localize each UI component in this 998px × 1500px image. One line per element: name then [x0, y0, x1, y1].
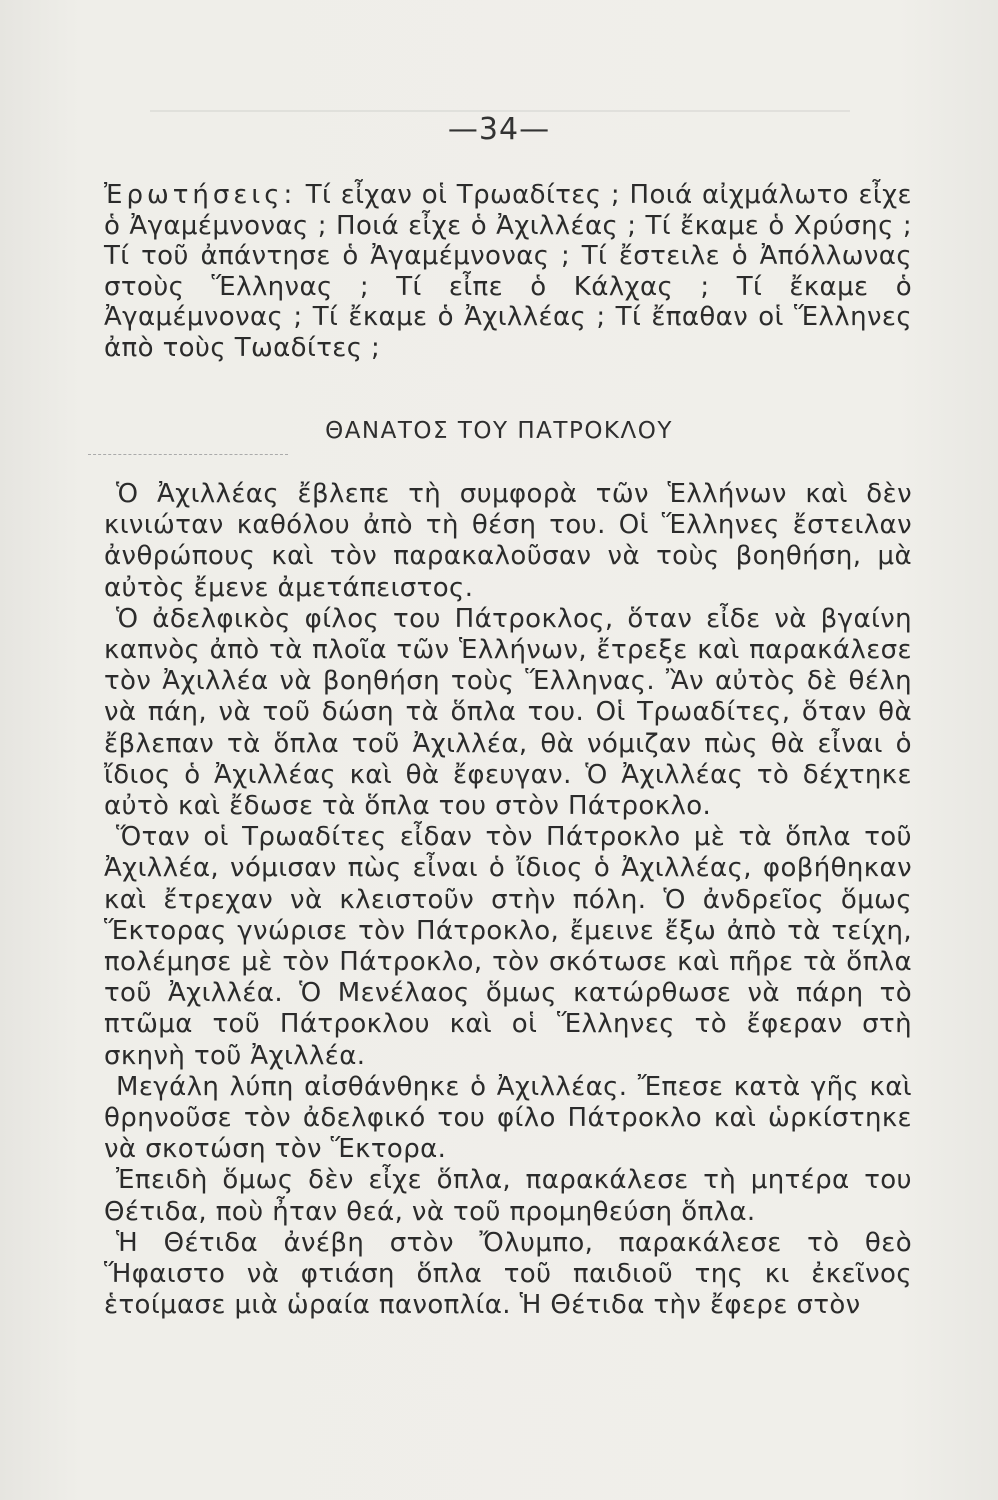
paragraph: Ὁ ἀδελφικὸς φίλος του Πάτροκλος, ὅταν εἶδε νὰ βγαίνη καπνὸς ἀπὸ τὰ πλοῖα τῶν Ἑλλήνων, ἔτρεξε καὶ παρακάλεσε τὸν Ἀχιλλέα νὰ βοηθήση τοὺς Ἕλληνας. Ἂν αὐτὸς δὲ θέλη νὰ πάη, νὰ τοῦ δώση τὰ ὅπλα του. Οἱ Τρωαδίτες, ὅταν θὰ ἔβλεπαν τὰ ὅπλα τοῦ Ἀχιλλέα, θὰ νόμιζαν πὼς θὰ εἶναι ὁ ἴδιος ὁ Ἀχιλλέας καὶ θὰ ἔφευγαν. Ὁ Ἀχιλλέας τὸ δέχτηκε αὐτὸ καὶ ἔδωσε τὰ ὅπλα του στὸν Πάτροκλο. — [104, 603, 912, 822]
paragraph: Ὁ Ἀχιλλέας ἔβλεπε τὴ συμφορὰ τῶν Ἑλλήνων καὶ δὲν κινιώταν καθόλου ἀπὸ τὴ θέση του. Οἱ Ἕλληνες ἔστειλαν ἀνθρώπους καὶ τὸν παρακαλοῦσαν νὰ τοὺς βοηθήση, μὰ αὐτὸς ἔμενε ἀμετάπειστος. — [104, 479, 912, 603]
section-heading: ΘΑΝΑΤΟΣ ΤΟΥ ΠΑΤΡΟΚΛΟΥ — [325, 418, 673, 444]
paragraph: Ὅταν οἱ Τρωαδίτες εἶδαν τὸν Πάτροκλο μὲ τὰ ὅπλα τοῦ Ἀχιλλέα, νόμισαν πὼς εἶναι ὁ ἴδιος ὁ Ἀχιλλέας, φοβήθηκαν καὶ ἔτρεχαν νὰ κλειστοῦν στὴν πόλη. Ὁ ἀνδρεῖος ὅμως Ἕκτορας γνώρισε τὸν Πάτροκλο, ἔμεινε ἔξω ἀπὸ τὰ τείχη, πολέμησε μὲ τὸν Πάτροκλο, τὸν σκότωσε καὶ πῆρε τὰ ὅπλα τοῦ Ἀχιλλέα. Ὁ Μενέλαος ὅμως κατώρθωσε νὰ πάρη τὸ πτῶμα τοῦ Πάτροκλου καὶ οἱ Ἕλληνες τὸ ἔφεραν στὴ σκηνὴ τοῦ Ἀχιλλέα. — [104, 822, 912, 1071]
page-number: —34— — [447, 112, 551, 147]
questions-paragraph — [104, 180, 912, 363]
chapter-body — [104, 479, 912, 1321]
review-questions — [104, 180, 912, 363]
paragraph: Μεγάλη λύπη αἰσθάνθηκε ὁ Ἀχιλλέας. Ἔπεσε κατὰ γῆς καὶ θρηνοῦσε τὸν ἀδελφικό του φίλο Πάτροκλο καὶ ὡρκίστηκε νὰ σκοτώση τὸν Ἕκτορα. — [104, 1071, 912, 1165]
questions-label: Ἐρωτήσεις: — [104, 180, 297, 210]
paragraph: Ἡ Θέτιδα ἀνέβη στὸν Ὄλυμπο, παρακάλεσε τὸ θεὸ Ἥφαιστο νὰ φτιάση ὅπλα τοῦ παιδιοῦ της κι ἐκεῖνος ἑτοίμασε μιὰ ὡραία πανοπλία. Ἡ Θέτιδα τὴν ἔφερε στὸν — [104, 1227, 912, 1321]
dashed-rule — [88, 454, 288, 455]
questions-text: Τί εἶχαν οἱ Τρωαδίτες ; Ποιά αἰχμάλωτο εἶχε ὁ Ἀγαμέμνονας ; Ποιά εἶχε ὁ Ἀχιλλέας ; Τί ἔκαμε ὁ Χρύσης ; Τί τοῦ ἀπάντησε ὁ Ἀγαμέμνονας ; Τί ἔστειλε ὁ Ἀπόλλωνας στοὺς Ἕλληνας ; Τί εἶπε ὁ Κάλχας ; Τί ἔκαμε ὁ Ἀγαμέμνονας ; Τί ἔκαμε ὁ Ἀχιλλέας ; Τί ἔπαθαν οἱ Ἕλληνες ἀπὸ τοὺς Τωαδίτες ; — [104, 180, 913, 363]
paragraph: Ἐπειδὴ ὅμως δὲν εἶχε ὅπλα, παρακάλεσε τὴ μητέρα του Θέτιδα, ποὺ ἦταν θεά, νὰ τοῦ προμηθεύση ὅπλα. — [104, 1165, 912, 1227]
